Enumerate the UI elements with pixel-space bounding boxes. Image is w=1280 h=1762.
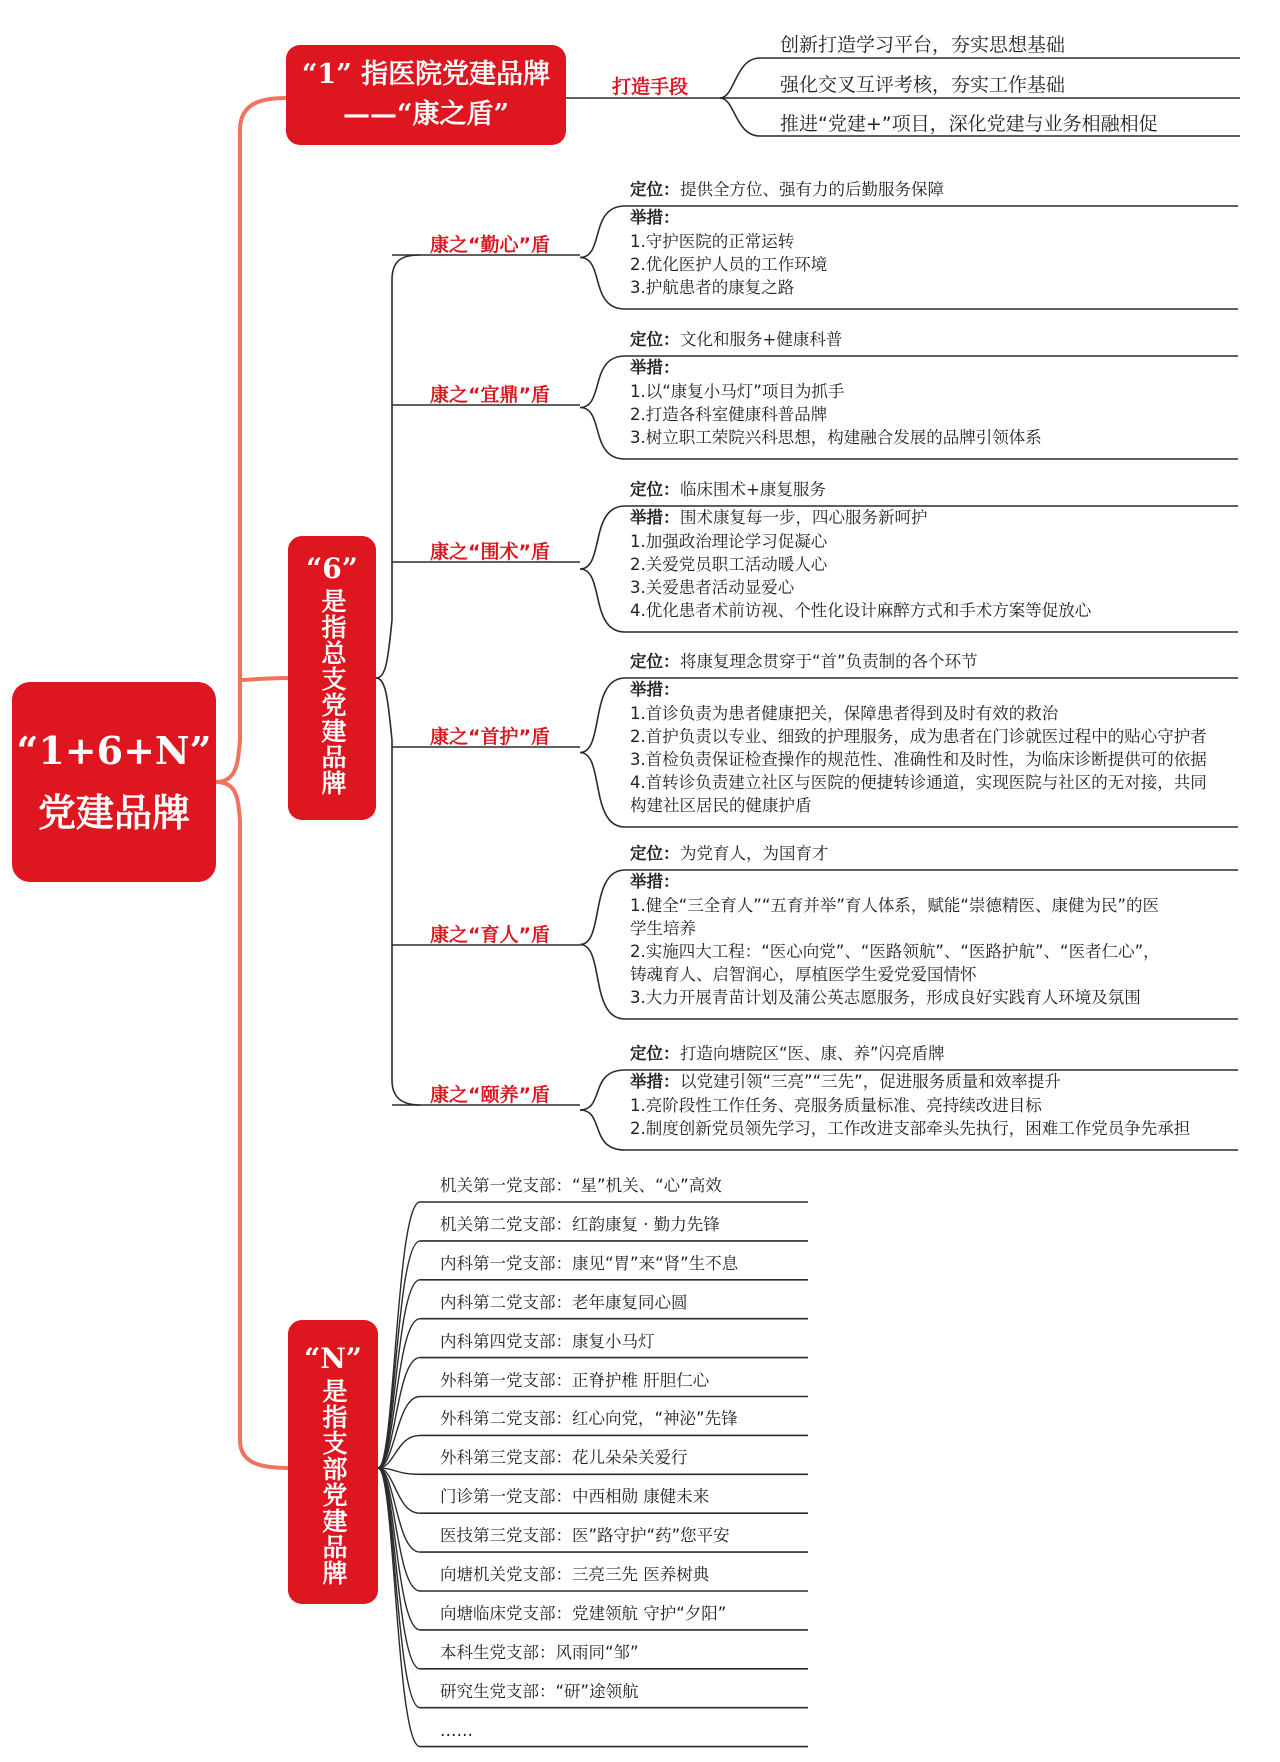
branch-item: ……	[440, 1720, 473, 1740]
dingwei-text: 打造向塘院区“医、康、养”闪亮盾牌	[680, 1044, 945, 1063]
branch-connector	[378, 1468, 420, 1630]
branch-connector	[378, 1319, 420, 1468]
branch-item: 内科第二党支部：老年康复同心圆	[440, 1292, 688, 1312]
dingwei-text: 文化和服务+健康科普	[680, 330, 843, 349]
measure-item: 2.制度创新党员领先学习，工作改进支部牵头先执行，困难工作党员争先承担	[630, 1119, 1191, 1138]
measure-item: 1.亮阶段性工作任务、亮服务质量标准、亮持续改进目标	[630, 1096, 1042, 1115]
root-title-line2: 党建品牌	[37, 790, 190, 835]
means-item: 创新打造学习平台，夯实思想基础	[780, 34, 1066, 56]
measure-item: 1.健全“三全育人”“五育并举”育人体系，赋能“崇德精医、康健为民”的医	[630, 896, 1160, 915]
measure-item: 3.树立职工荣院兴科思想，构建融合发展的品牌引领体系	[630, 428, 1042, 447]
branch-item: 机关第一党支部：“星”机关、“心”高效	[440, 1176, 722, 1195]
jucuo-head: 围术康复每一步，四心服务新呵护	[680, 508, 928, 527]
root-connector	[240, 678, 288, 680]
branch-item: 机关第二党支部：红韵康复 · 勤力先锋	[440, 1214, 720, 1234]
shield-bracket	[580, 408, 625, 460]
shield-bracket	[580, 870, 625, 945]
dingwei-text: 为党育人，为国育才	[680, 844, 829, 863]
dingwei-text: 将康复理念贯穿于“首”负责制的各个环节	[680, 652, 978, 671]
shield-bracket	[580, 356, 625, 408]
shield-bracket	[580, 206, 625, 258]
branch-item: 外科第二党支部：红心向党，“神泌”先锋	[440, 1409, 738, 1429]
branch-one-node	[286, 45, 566, 145]
root-title-line1: “1+6+N”	[16, 728, 212, 773]
dingwei-label: 定位：	[630, 844, 680, 863]
branch-six-number: “6”	[306, 552, 358, 585]
shield-bracket	[580, 945, 625, 1020]
branch-n-label: 是指支部党建品牌	[319, 1378, 348, 1586]
measure-item: 2.实施四大工程：“医心向党”、“医路领航”、“医路护航”、“医者仁心”，	[630, 942, 1160, 961]
branch-n-number: “N”	[304, 1342, 362, 1375]
branch-n-node	[288, 1320, 378, 1604]
dingwei-label: 定位：	[630, 330, 680, 349]
measure-item: 3.护航患者的康复之路	[630, 278, 795, 297]
measure-item: 2.关爱党员职工活动暖人心	[630, 555, 828, 574]
branch-connector	[378, 1468, 420, 1747]
shield-bracket	[580, 506, 625, 569]
shield-name: 康之“围术”盾	[430, 541, 550, 563]
dingwei-text: 临床围术+康复服务	[680, 480, 826, 499]
branch-item: 门诊第一党支部：中西相勋 康健未来	[440, 1487, 710, 1507]
measure-item: 构建社区居民的健康护盾	[630, 796, 812, 815]
measure-item: 3.大力开展青苗计划及蒲公英志愿服务，形成良好实践育人环境及氛围	[630, 988, 1141, 1007]
root-connector	[216, 782, 288, 1468]
measure-item: 1.以“康复小马灯”项目为抓手	[630, 382, 845, 401]
dingwei-label: 定位：	[630, 652, 680, 671]
branch-item: 研究生党支部：“研”途领航	[440, 1681, 639, 1701]
branch-item: 外科第三党支部：花儿朵朵关爱行	[440, 1448, 688, 1468]
means-item: 强化交叉互评考核，夯实工作基础	[780, 74, 1066, 96]
shield-name: 康之“宜鼎”盾	[430, 384, 550, 406]
jucuo-label: 举措：	[630, 1072, 680, 1091]
measure-item: 1.加强政治理论学习促凝心	[630, 532, 828, 551]
shield-bracket	[580, 569, 625, 632]
jucuo-label: 举措：	[630, 872, 680, 891]
shield-bracket	[580, 678, 625, 753]
six-connector	[376, 255, 420, 678]
measure-item: 4.优化患者术前访视、个性化设计麻醉方式和手术方案等促放心	[630, 601, 1092, 620]
means-item: 推进“党建+”项目，深化党建与业务相融相促	[780, 113, 1158, 135]
dingwei-label: 定位：	[630, 180, 680, 199]
dingwei-label: 定位：	[630, 1044, 680, 1063]
six-connector	[376, 678, 420, 1105]
shield-bracket	[580, 1070, 625, 1110]
means-label: 打造手段	[612, 76, 689, 98]
branch-item: 向塘机关党支部：三亮三先 医养树典	[440, 1565, 710, 1584]
branch-one-title-line2: ——“康之盾”	[342, 99, 510, 130]
shield-name: 康之“首护”盾	[430, 726, 550, 748]
jucuo-label: 举措：	[630, 358, 680, 377]
measure-item: 铸魂育人、启智润心，厚植医学生爱党爱国情怀	[630, 965, 977, 984]
shield-bracket	[580, 258, 625, 310]
measure-item: 2.优化医护人员的工作环境	[630, 255, 828, 274]
measure-item: 3.关爱患者活动显爱心	[630, 578, 795, 597]
root-node	[12, 682, 216, 882]
branch-item: 外科第一党支部：正脊护椎 肝胆仁心	[440, 1370, 710, 1390]
measure-item: 3.首检负责保证检查操作的规范性、准确性和及时性，为临床诊断提供可的依据	[630, 750, 1207, 769]
dingwei-text: 提供全方位、强有力的后勤服务保障	[680, 180, 944, 199]
shield-name: 康之“勤心”盾	[430, 234, 550, 256]
branch-one-title-line1: “1” 指医院党建品牌	[301, 59, 551, 90]
jucuo-label: 举措：	[630, 208, 680, 227]
branch-item: 医技第三党支部：医”路守护“药”您平安	[440, 1526, 730, 1546]
jucuo-label: 举措：	[630, 508, 680, 527]
shield-bracket	[580, 753, 625, 828]
branch-six-node	[288, 536, 376, 820]
jucuo-head: 以党建引领“三亮”“三先”，促进服务质量和效率提升	[680, 1072, 1061, 1091]
measure-item: 1.首诊负责为患者健康把关，保障患者得到及时有效的救治	[630, 704, 1059, 723]
branch-item: 内科第一党支部：康见“胃”来“肾”生不息	[440, 1253, 739, 1273]
jucuo-label: 举措：	[630, 680, 680, 699]
measure-item: 2.打造各科室健康科普品牌	[630, 405, 828, 424]
measure-item: 4.首转诊负责建立社区与医院的便捷转诊通道，实现医院与社区的无对接，共同	[630, 773, 1207, 792]
shield-bracket	[580, 1110, 625, 1150]
measure-item: 1.守护医院的正常运转	[630, 232, 795, 251]
branch-item: 本科生党支部：风雨同“邹”	[440, 1642, 639, 1662]
shield-name: 康之“颐养”盾	[430, 1084, 550, 1106]
measure-item: 学生培养	[630, 919, 696, 938]
measure-item: 2.首护负责以专业、细致的护理服务，成为患者在门诊就医过程中的贴心守护者	[630, 727, 1207, 746]
branch-item: 内科第四党支部：康复小马灯	[440, 1331, 655, 1351]
shield-name: 康之“育人”盾	[430, 924, 550, 946]
branch-item: 向塘临床党支部：党建领航 守护“夕阳”	[440, 1603, 727, 1623]
branch-six-label: 是指总支党建品牌	[318, 588, 347, 796]
dingwei-label: 定位：	[630, 480, 680, 499]
